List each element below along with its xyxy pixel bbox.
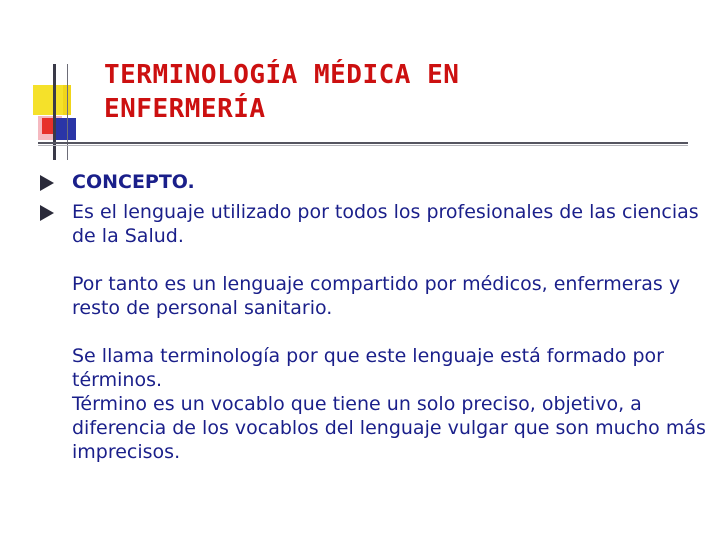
bullet-arrow-icon: [40, 175, 54, 191]
logo-yellow-square: [33, 85, 63, 115]
definition-paragraph-3: Se llama terminología por que este lenguaje está formado por términos.: [72, 345, 664, 391]
definition-paragraph-1: Es el lenguaje utilizado por todos los profesionales de las ciencias de la Salud.: [72, 201, 699, 247]
bullet-list: [40, 170, 720, 470]
title-underline-shadow: [38, 145, 688, 146]
bullet-arrow-icon: [40, 205, 54, 221]
bullet-item-definition: [40, 200, 720, 464]
bullet-item-concepto: [40, 170, 720, 194]
title-line-1: TERMINOLOGÍA MÉDICA EN: [104, 60, 460, 90]
title-line-2: ENFERMERÍA: [104, 94, 266, 124]
slide-title: [104, 58, 664, 126]
bullet-concepto-label: CONCEPTO.: [72, 171, 195, 193]
definition-paragraph-2: Por tanto es un lenguaje compartido por médicos, enfermeras y resto de personal sanitario.: [72, 273, 681, 319]
definition-paragraph-4: Término es un vocablo que tiene un solo preciso, objetivo, a diferencia de los vocablos del lenguaje vulgar que son mucho más imprecisos.: [72, 393, 706, 463]
logo-blue-square: [56, 118, 76, 140]
title-underline: [38, 142, 688, 144]
